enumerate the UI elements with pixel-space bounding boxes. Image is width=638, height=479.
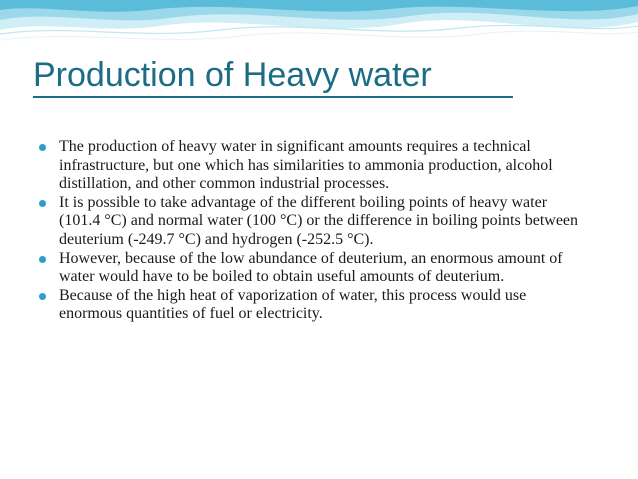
wave-header-decoration [0,0,638,60]
bullet-dot-icon [39,144,46,151]
title-underline [33,96,513,98]
bullet-text: Because of the high heat of vaporization of water, this process would use enormous quantities of fuel or electricity. [59,286,527,323]
bullet-item [38,194,586,250]
bullet-text: The production of heavy water in significant amounts requires a technical infrastructure, but one which has similarities to ammonia production, alcohol distillation, and other common industrial processes. [59,138,553,193]
bullet-item [38,250,586,287]
bullet-dot-icon [39,256,46,263]
slide-title: Production of Heavy water [33,56,432,94]
bullet-item [38,138,586,194]
bullet-item [38,287,586,324]
bullet-text: However, because of the low abundance of deuterium, an enormous amount of water would have to be boiled to obtain useful amounts of deuterium. [59,249,563,286]
bullet-dot-icon [39,293,46,300]
bullet-dot-icon [39,200,46,207]
bullet-text: It is possible to take advantage of the different boiling points of heavy water (101.4 °C) and normal water (100 °C) or the difference in boiling points between deuterium (-249.7 °C) and hydrogen (-252.5 °C). [59,193,579,248]
bullet-list [38,138,586,324]
